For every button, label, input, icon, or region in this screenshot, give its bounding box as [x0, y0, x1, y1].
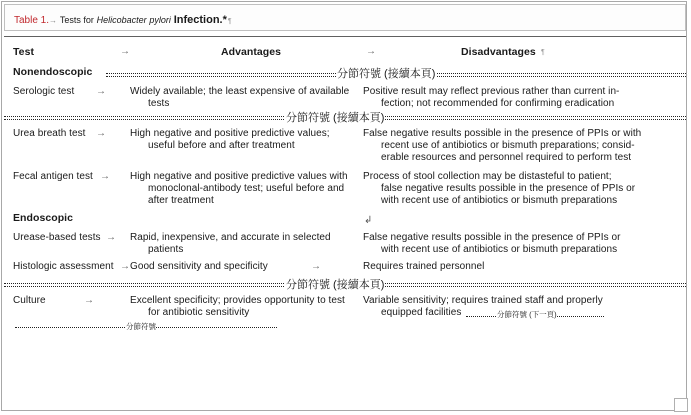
caption-genus: Helicobacter: [96, 15, 147, 25]
row-urea-breath-adv-line2: useful before and after treatment: [148, 140, 295, 151]
row-urea-breath-adv-line1: High negative and positive predictive values;: [130, 128, 330, 139]
row-fecal-antigen-dis-line1: Process of stool collection may be distasteful to patient;: [363, 171, 612, 182]
tab-arrow-icon: →: [100, 171, 110, 182]
caption-tests-for: Tests for: [59, 15, 94, 25]
row-urease-adv-line2: patients: [148, 244, 184, 255]
row-urea-breath-dis-line2: recent use of antibiotics or bismuth preparations; consid-: [381, 140, 635, 151]
row-histologic-test: Histologic assessment: [13, 261, 114, 272]
row-serologic-adv-line2: tests: [148, 98, 170, 109]
row-culture-test: Culture: [13, 295, 46, 306]
column-header-disadvantages: Disadvantages: [461, 46, 536, 58]
tab-arrow-icon: →: [120, 261, 130, 272]
tab-arrow-icon: →: [96, 86, 106, 97]
caption-label: Table 1.: [14, 15, 50, 26]
document-page: [1, 1, 687, 411]
page-corner-marker: [674, 398, 688, 412]
row-fecal-antigen-test: Fecal antigen test: [13, 171, 93, 182]
row-urea-breath-test: Urea breath test: [13, 128, 86, 139]
paragraph-mark-icon: ¶: [541, 49, 545, 56]
section-break-marker-small[interactable]: 分節符號: [126, 322, 156, 331]
tab-arrow-icon: →: [96, 128, 106, 139]
row-culture-adv-line2: for antibiotic sensitivity: [148, 307, 250, 318]
table-top-rule: [4, 36, 686, 37]
section-nonendoscopic: Nonendoscopic: [13, 66, 93, 78]
row-culture-dis-line2: equipped facilities: [381, 307, 462, 318]
caption-species: pylori: [149, 15, 171, 25]
section-break-marker[interactable]: 分節符號 (接續本頁): [285, 109, 385, 125]
row-serologic-adv-line1: Widely available; the least expensive of available: [130, 86, 350, 97]
tab-arrow-icon: →: [106, 232, 116, 243]
section-break-marker[interactable]: 分節符號 (接續本頁): [336, 65, 436, 81]
tab-arrow-icon: →: [366, 46, 376, 57]
tab-arrow-icon: →: [120, 46, 130, 57]
tab-arrow-icon: →: [84, 295, 94, 306]
table-caption: Table 1.→ Tests for Helicobacter pylori Infection.*¶: [14, 14, 232, 26]
row-culture-dis-line1: Variable sensitivity; requires trained staff and properly: [363, 295, 603, 306]
row-urease-test: Urease-based tests: [13, 232, 101, 243]
row-serologic-test: Serologic test: [13, 86, 75, 97]
row-urea-breath-dis-line1: False negative results possible in the presence of PPIs or with: [363, 128, 642, 139]
line-break-icon: ↲: [364, 215, 373, 226]
row-urease-adv-line1: Rapid, inexpensive, and accurate in selected: [130, 232, 331, 243]
section-endoscopic: Endoscopic: [13, 212, 74, 224]
table-caption-box[interactable]: [4, 4, 686, 31]
row-urease-dis-line1: False negative results possible in the presence of PPIs or: [363, 232, 621, 243]
row-fecal-antigen-dis-line2: false negative results possible in the presence of PPIs or: [381, 183, 636, 194]
column-header-advantages: Advantages: [221, 46, 282, 58]
caption-title: Infection.*: [173, 14, 227, 26]
row-histologic-dis-line1: Requires trained personnel: [363, 261, 485, 272]
row-fecal-antigen-adv-line3: after treatment: [148, 195, 214, 206]
row-fecal-antigen-adv-line2: monoclonal-antibody test; useful before and: [148, 183, 345, 194]
row-histologic-adv-line1: Good sensitivity and specificity: [130, 261, 268, 272]
column-header-test: Test: [13, 46, 35, 58]
section-break-next-page-marker[interactable]: 分節符號 (下一頁): [497, 310, 557, 319]
row-fecal-antigen-adv-line1: High negative and positive predictive values with: [130, 171, 348, 182]
row-serologic-dis-line2: fection; not recommended for confirming eradication: [381, 98, 615, 109]
row-serologic-dis-line1: Positive result may reflect previous rather than current in-: [363, 86, 620, 97]
tab-arrow-icon: →: [311, 261, 321, 272]
section-break-marker[interactable]: 分節符號 (接續本頁): [285, 276, 385, 292]
row-culture-adv-line1: Excellent specificity; provides opportunity to test: [130, 295, 345, 306]
row-urea-breath-dis-line3: erable resources and personnel required to perform test: [381, 152, 632, 163]
row-fecal-antigen-dis-line3: with recent use of antibiotics or bismuth preparations: [381, 195, 618, 206]
row-urease-dis-line2: with recent use of antibiotics or bismuth preparations: [381, 244, 618, 255]
